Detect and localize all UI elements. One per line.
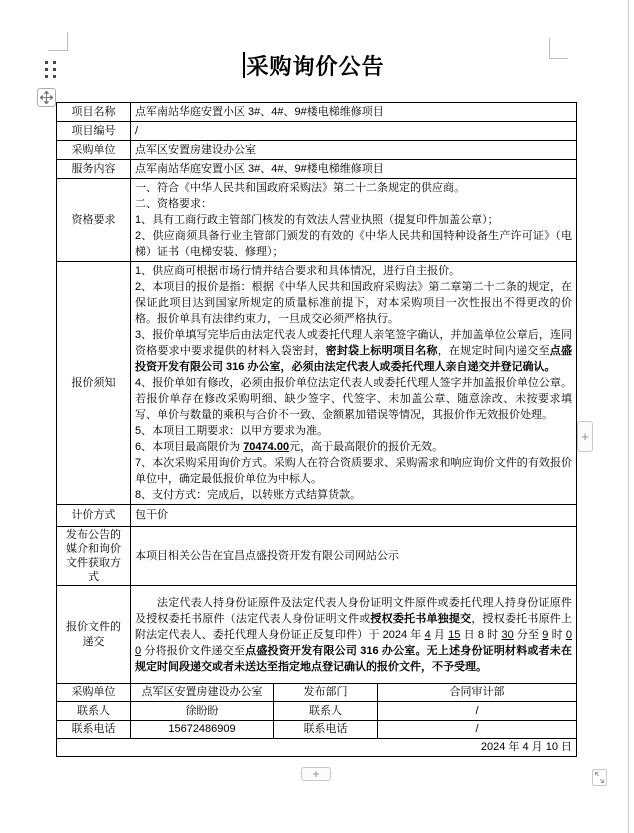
row-label[interactable]: 报价文件的递交 <box>57 586 131 684</box>
diagonal-resize-icon <box>595 772 604 783</box>
contact-label[interactable]: 采购单位 <box>57 684 131 702</box>
contact-label[interactable]: 联系电话 <box>57 721 131 739</box>
row-label[interactable]: 报价须知 <box>57 262 131 505</box>
qualification-line[interactable]: 1、具有工商行政主管部门核发的有效法人营业执照（提复印件加盖公章）； <box>135 214 499 226</box>
contact-value[interactable]: / <box>378 721 577 739</box>
qualification-line[interactable]: 2、供应商须具备行业主管部门颁发的有效的《中华人民共和国特种设备生产许可证》（电梯）证书（电梯安装、修理）； <box>135 230 572 258</box>
table-row <box>57 721 577 739</box>
row-value[interactable]: 点军南站华庭安置小区 3#、4#、9#楼电梯维修项目 <box>131 160 577 179</box>
quote-note-item[interactable]: 6、本项目最高限价为 70474.00元，高于最高限价的报价无效。 <box>135 441 444 453</box>
table-row <box>57 505 577 527</box>
contact-value[interactable]: 点军区安置房建设办公室 <box>131 684 274 702</box>
quote-notes-content[interactable] <box>131 262 577 505</box>
row-value[interactable]: 点军区安置房建设办公室 <box>131 141 577 160</box>
announcement-table <box>56 102 577 757</box>
table-row-quote-notes <box>57 262 577 505</box>
row-value[interactable]: / <box>131 122 577 141</box>
row-label[interactable]: 项目编号 <box>57 122 131 141</box>
row-label[interactable]: 发布公告的媒介和询价文件获取方式 <box>57 527 131 586</box>
contact-value[interactable]: 徐盼盼 <box>131 702 274 721</box>
contact-label[interactable]: 联系人 <box>274 702 378 721</box>
table-row <box>57 702 577 721</box>
table-row <box>57 684 577 702</box>
row-label[interactable]: 计价方式 <box>57 505 131 527</box>
quote-note-item[interactable]: 8、支付方式：完成后，以转账方式结算货款。 <box>135 489 362 501</box>
qualification-line[interactable]: 二、资格要求： <box>135 198 212 210</box>
table-row <box>57 103 577 122</box>
table-resize-handle[interactable] <box>592 769 607 786</box>
page-edge-line <box>628 0 629 833</box>
page-title-text[interactable]: 采购询价公告 <box>246 54 385 79</box>
quote-note-item[interactable]: 2、本项目的报价是指：根据《中华人民共和国政府采购法》第二章第二十二条的规定，在保证此项目达到国家所规定的质量标准前提下，对本采购项目一次性报出不得更改的价格。报价单具有法律约束力，一旦成交必须严格执行。 <box>135 281 572 325</box>
table-row <box>57 122 577 141</box>
submission-paragraph[interactable]: 法定代表人持身份证原件及法定代表人身份证明文件原件或委托代理人持身份证原件及授权委托书原件（法定代表人身份证明文件或授权委托书单独提交，授权委托书原件上附法定代表人、委托代理人身份证正反复印件）于 2024 年 4 月 15 日 8 时 30 分至 9 时 00 分将报价文件递交至点盛投资开发有限公司 316 办公室。无上述身份证明材料或者未在规定时间段递交或者未送达至指定地点登记确认的报价文件，不予受理。 <box>135 596 573 673</box>
table-row <box>57 141 577 160</box>
qualification-content[interactable] <box>131 179 577 262</box>
contact-value[interactable]: / <box>378 702 577 721</box>
quote-note-item[interactable]: 1、供应商可根据市场行情并结合要求和具体情况，进行自主报价。 <box>135 265 461 277</box>
quote-note-item[interactable]: 5、本项目工期要求：以甲方要求为准。 <box>135 425 329 437</box>
page-title[interactable] <box>0 50 628 81</box>
row-label[interactable]: 采购单位 <box>57 141 131 160</box>
announcement-date[interactable]: 2024 年 4 月 10 日 <box>57 739 577 757</box>
table-row <box>57 527 577 586</box>
contact-label[interactable]: 发布部门 <box>274 684 378 702</box>
add-row-button[interactable]: + <box>301 767 331 781</box>
row-value[interactable]: 包干价 <box>131 505 577 527</box>
row-value[interactable]: 本项目相关公告在宜昌点盛投资开发有限公司网站公示 <box>131 527 577 586</box>
contact-label[interactable]: 联系电话 <box>274 721 378 739</box>
row-value[interactable]: 点军南站华庭安置小区 3#、4#、9#楼电梯维修项目 <box>131 103 577 122</box>
add-column-button[interactable]: + <box>577 421 593 452</box>
qualification-line[interactable]: 一、符合《中华人民共和国政府采购法》第二十二条规定的供应商。 <box>135 182 465 194</box>
quote-note-item[interactable]: 3、报价单填写完毕后由法定代表人或委托代理人亲笔签字确认，并加盖单位公章后，连同资格要求中要求提供的材料入袋密封，密封袋上标明项目名称，在规定时间内递交至点盛投资开发有限公司 316 办公室，必须由法定代表人或委托代理人亲自递交并登记确认。 <box>135 329 573 373</box>
quote-note-item[interactable]: 4、报价单如有修改，必须由报价单位法定代表人或委托代理人签字并加盖报价单位公章。若报价单存在修改采购明细、缺少签字、代签字、未加盖公章、随意涂改、未按要求填写、单价与数量的乘积与合价不一致、金额累加错误等情况，其报价作无效报价处理。 <box>135 377 572 421</box>
table-row-submission <box>57 586 577 684</box>
contact-value[interactable]: 15672486909 <box>131 721 274 739</box>
submission-content[interactable] <box>131 586 577 684</box>
contact-label[interactable]: 联系人 <box>57 702 131 721</box>
table-row-date <box>57 739 577 757</box>
margin-crop-mark-top-left <box>48 32 68 51</box>
row-label[interactable]: 服务内容 <box>57 160 131 179</box>
quote-note-item[interactable]: 7、本次采购采用询价方式。采购人在符合资质要求、采购需求和响应询价文件的有效报价单位中，确定最低报价单位为中标人。 <box>135 457 572 485</box>
table-row-qualification <box>57 179 577 262</box>
table-move-handle[interactable] <box>37 88 56 107</box>
table-row <box>57 160 577 179</box>
move-cross-icon <box>40 91 53 104</box>
row-label[interactable]: 项目名称 <box>57 103 131 122</box>
contact-value[interactable]: 合同审计部 <box>378 684 577 702</box>
row-label[interactable]: 资格要求 <box>57 179 131 262</box>
